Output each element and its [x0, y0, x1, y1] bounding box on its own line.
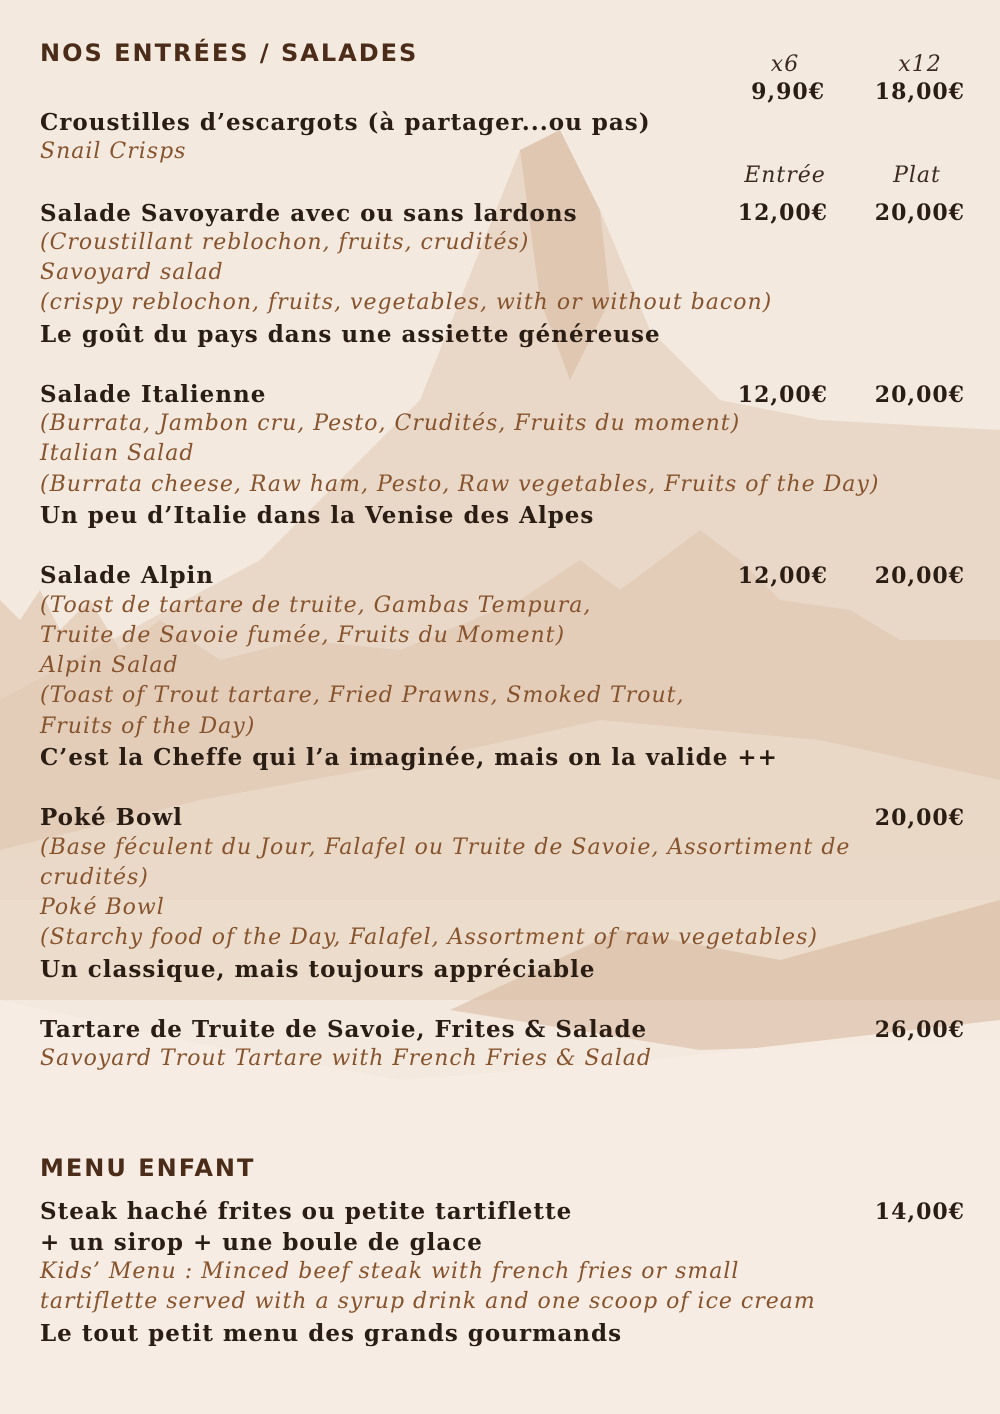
item-description: (Toast de tartare de truite, Gambas Tempura, [40, 593, 592, 618]
kids-menu-heading: MENU ENFANT [40, 1154, 256, 1182]
item-description: (Base féculent du Jour, Falafel ou Truite de Savoie, Assortiment de [40, 835, 851, 860]
item-slogan: Un peu d’Italie dans la Venise des Alpes [40, 502, 595, 529]
column-header-plat: Plat [893, 163, 941, 188]
item-english-name: Snail Crisps [40, 139, 187, 164]
column-header-x6: x6 [770, 52, 800, 77]
item-slogan: Un classique, mais toujours appréciable [40, 956, 596, 983]
item-english-description: (Burrata cheese, Raw ham, Pesto, Raw vegetables, Fruits of the Day) [40, 472, 880, 497]
item-name: Croustilles d’escargots (à partager...ou pas) [40, 109, 651, 136]
item-slogan: C’est la Cheffe qui l’a imaginée, mais on la valide ++ [40, 744, 778, 771]
item-english-name: Savoyard salad [40, 260, 224, 285]
item-description: Truite de Savoie fumée, Fruits du Moment) [40, 623, 566, 648]
item-english-description: (Starchy food of the Day, Falafel, Assortment of raw vegetables) [40, 925, 818, 950]
price-entree: 12,00€ [737, 382, 828, 408]
item-english-description: Fruits of the Day) [40, 714, 256, 739]
price-plat: 20,00€ [874, 200, 965, 226]
price-plat: 20,00€ [874, 563, 965, 589]
item-name: + un sirop + une boule de glace [40, 1229, 483, 1256]
item-english-name: Savoyard Trout Tartare with French Fries & Salad [40, 1046, 652, 1071]
item-slogan: Le tout petit menu des grands gourmands [40, 1320, 623, 1347]
column-header-entree: Entrée [744, 163, 826, 188]
price-kids-menu: 14,00€ [874, 1199, 965, 1225]
item-slogan: Le goût du pays dans une assiette généreuse [40, 321, 661, 348]
item-name: Tartare de Truite de Savoie, Frites & Salade [40, 1016, 648, 1043]
item-name: Salade Savoyarde avec ou sans lardons [40, 200, 578, 227]
price-entree: 12,00€ [737, 200, 828, 226]
item-description: crudités) [40, 865, 149, 890]
price-plat: 20,00€ [874, 382, 965, 408]
price-plat: 26,00€ [874, 1017, 965, 1043]
item-english-description: Kids’ Menu : Minced beef steak with french fries or small [40, 1259, 740, 1284]
price-x12: 18,00€ [874, 79, 965, 105]
price-x6: 9,90€ [751, 79, 825, 105]
item-english-description: (Toast of Trout tartare, Fried Prawns, Smoked Trout, [40, 683, 685, 708]
item-english-description: tartiflette served with a syrup drink and one scoop of ice cream [40, 1289, 816, 1314]
salads-heading: NOS ENTRÉES / SALADES [40, 39, 419, 67]
item-english-name: Alpin Salad [40, 653, 179, 678]
item-description: (Burrata, Jambon cru, Pesto, Crudités, Fruits du moment) [40, 411, 741, 436]
item-name: Salade Alpin [40, 562, 214, 589]
item-english-name: Poké Bowl [40, 895, 165, 920]
item-name: Steak haché frites ou petite tartiflette [40, 1198, 573, 1225]
item-description: (Croustillant reblochon, fruits, crudités) [40, 230, 530, 255]
price-plat: 20,00€ [874, 805, 965, 831]
column-header-x12: x12 [898, 52, 942, 77]
item-english-name: Italian Salad [40, 441, 195, 466]
item-english-description: (crispy reblochon, fruits, vegetables, with or without bacon) [40, 290, 773, 315]
item-name: Salade Italienne [40, 381, 267, 408]
item-name: Poké Bowl [40, 804, 183, 831]
price-entree: 12,00€ [737, 563, 828, 589]
